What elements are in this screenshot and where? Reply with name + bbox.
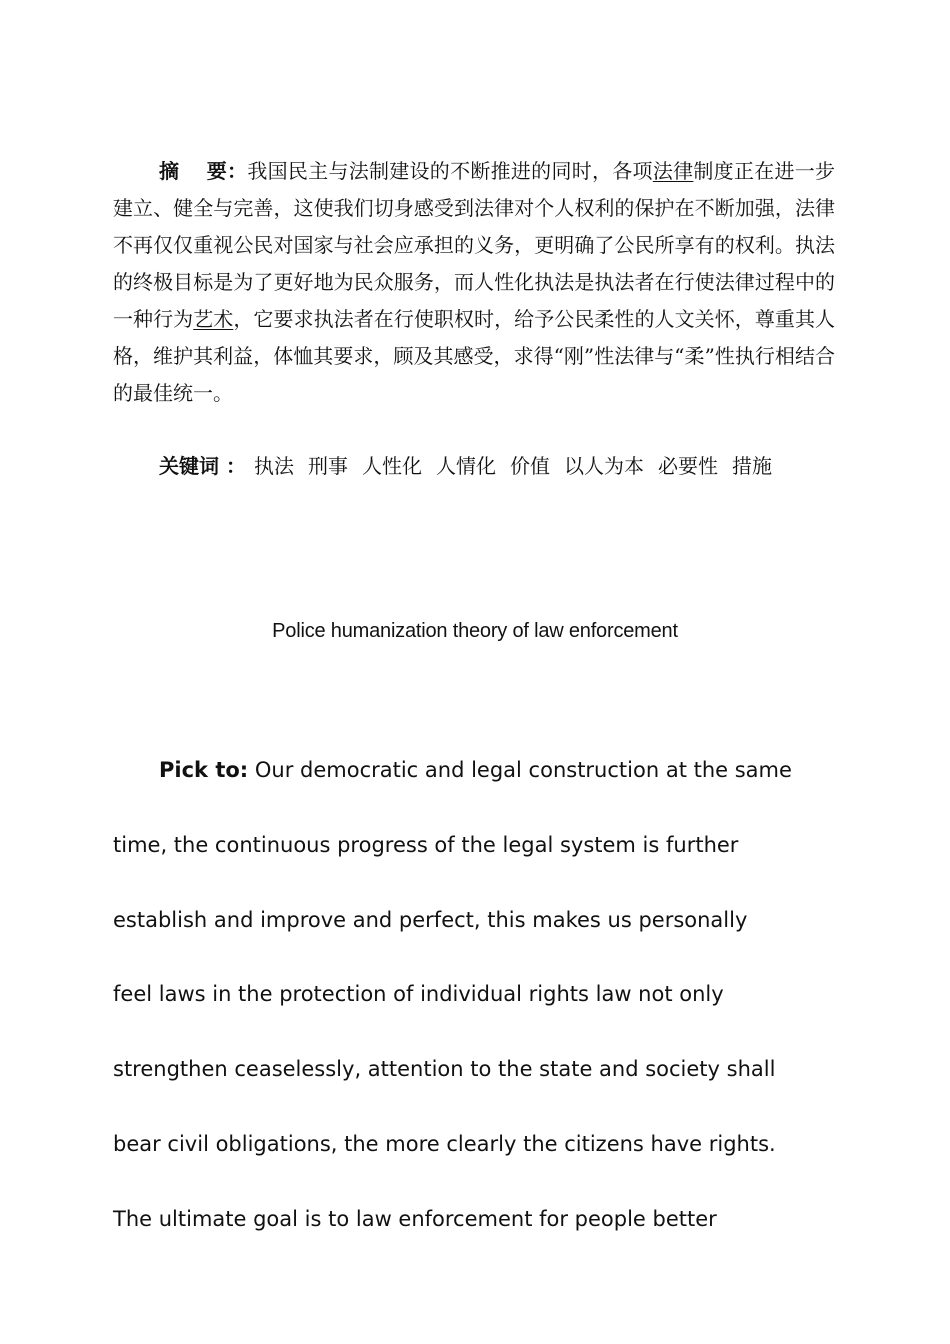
keyword: 价值 bbox=[509, 454, 550, 478]
keyword: 人性化 bbox=[361, 454, 422, 478]
english-abstract-line bbox=[113, 733, 843, 808]
art-link[interactable]: 艺术 bbox=[193, 307, 234, 331]
abstract-label: 摘 要： bbox=[159, 159, 248, 183]
english-abstract-line: strengthen ceaselessly, attention to the state and society shall bbox=[113, 1057, 776, 1082]
keyword: 措施 bbox=[731, 454, 772, 478]
keyword: 执法 bbox=[253, 454, 294, 478]
chinese-abstract bbox=[113, 153, 835, 412]
english-abstract-line: The ultimate goal is to law enforcement for people better bbox=[113, 1206, 717, 1231]
keyword: 刑事 bbox=[307, 454, 348, 478]
keyword: 人情化 bbox=[435, 454, 496, 478]
english-abstract-text: Our democratic and legal construction at the same bbox=[248, 758, 792, 782]
abstract-text: 我国民主与法制建设的不断推进的同时，各项 bbox=[247, 159, 653, 183]
law-link[interactable]: 法律 bbox=[652, 159, 694, 183]
english-title: Police humanization theory of law enforcement bbox=[272, 620, 678, 642]
english-abstract-line: time, the continuous progress of the legal system is further bbox=[113, 832, 739, 857]
english-abstract-line: establish and improve and perfect, this makes us personally bbox=[113, 907, 748, 932]
abstract-text: 制度正在进一步建立、健全与完善，这使我们切身感受到法律对个人权利的保护在不断加强，法律不再仅仅重视公民对国家与社会应承担的义务，更明确了公民所享有的权利。执法的终极目标是为了更好地为民众服务，而人性化执法是执法者在行使法律过程中的一种行为 bbox=[113, 159, 836, 331]
keywords-label: 关键词 ： bbox=[159, 454, 246, 478]
english-abstract-line: bear civil obligations, the more clearly the citizens have rights. bbox=[113, 1131, 776, 1156]
keyword: 必要性 bbox=[657, 454, 718, 478]
keyword: 以人为本 bbox=[563, 454, 644, 478]
abstract-text: ，它要求执法者在行使职权时，给予公民柔性的人文关怀，尊重其人格，维护其利益，体恤其要求，顾及其感受，求得“刚”性法律与“柔”性执行相结合的最佳统一。 bbox=[113, 307, 836, 405]
english-abstract-label: Pick to: bbox=[159, 758, 249, 782]
english-abstract bbox=[113, 733, 843, 1257]
keywords-line bbox=[159, 448, 849, 485]
english-abstract-line: feel laws in the protection of individual rights law not only bbox=[113, 982, 724, 1007]
